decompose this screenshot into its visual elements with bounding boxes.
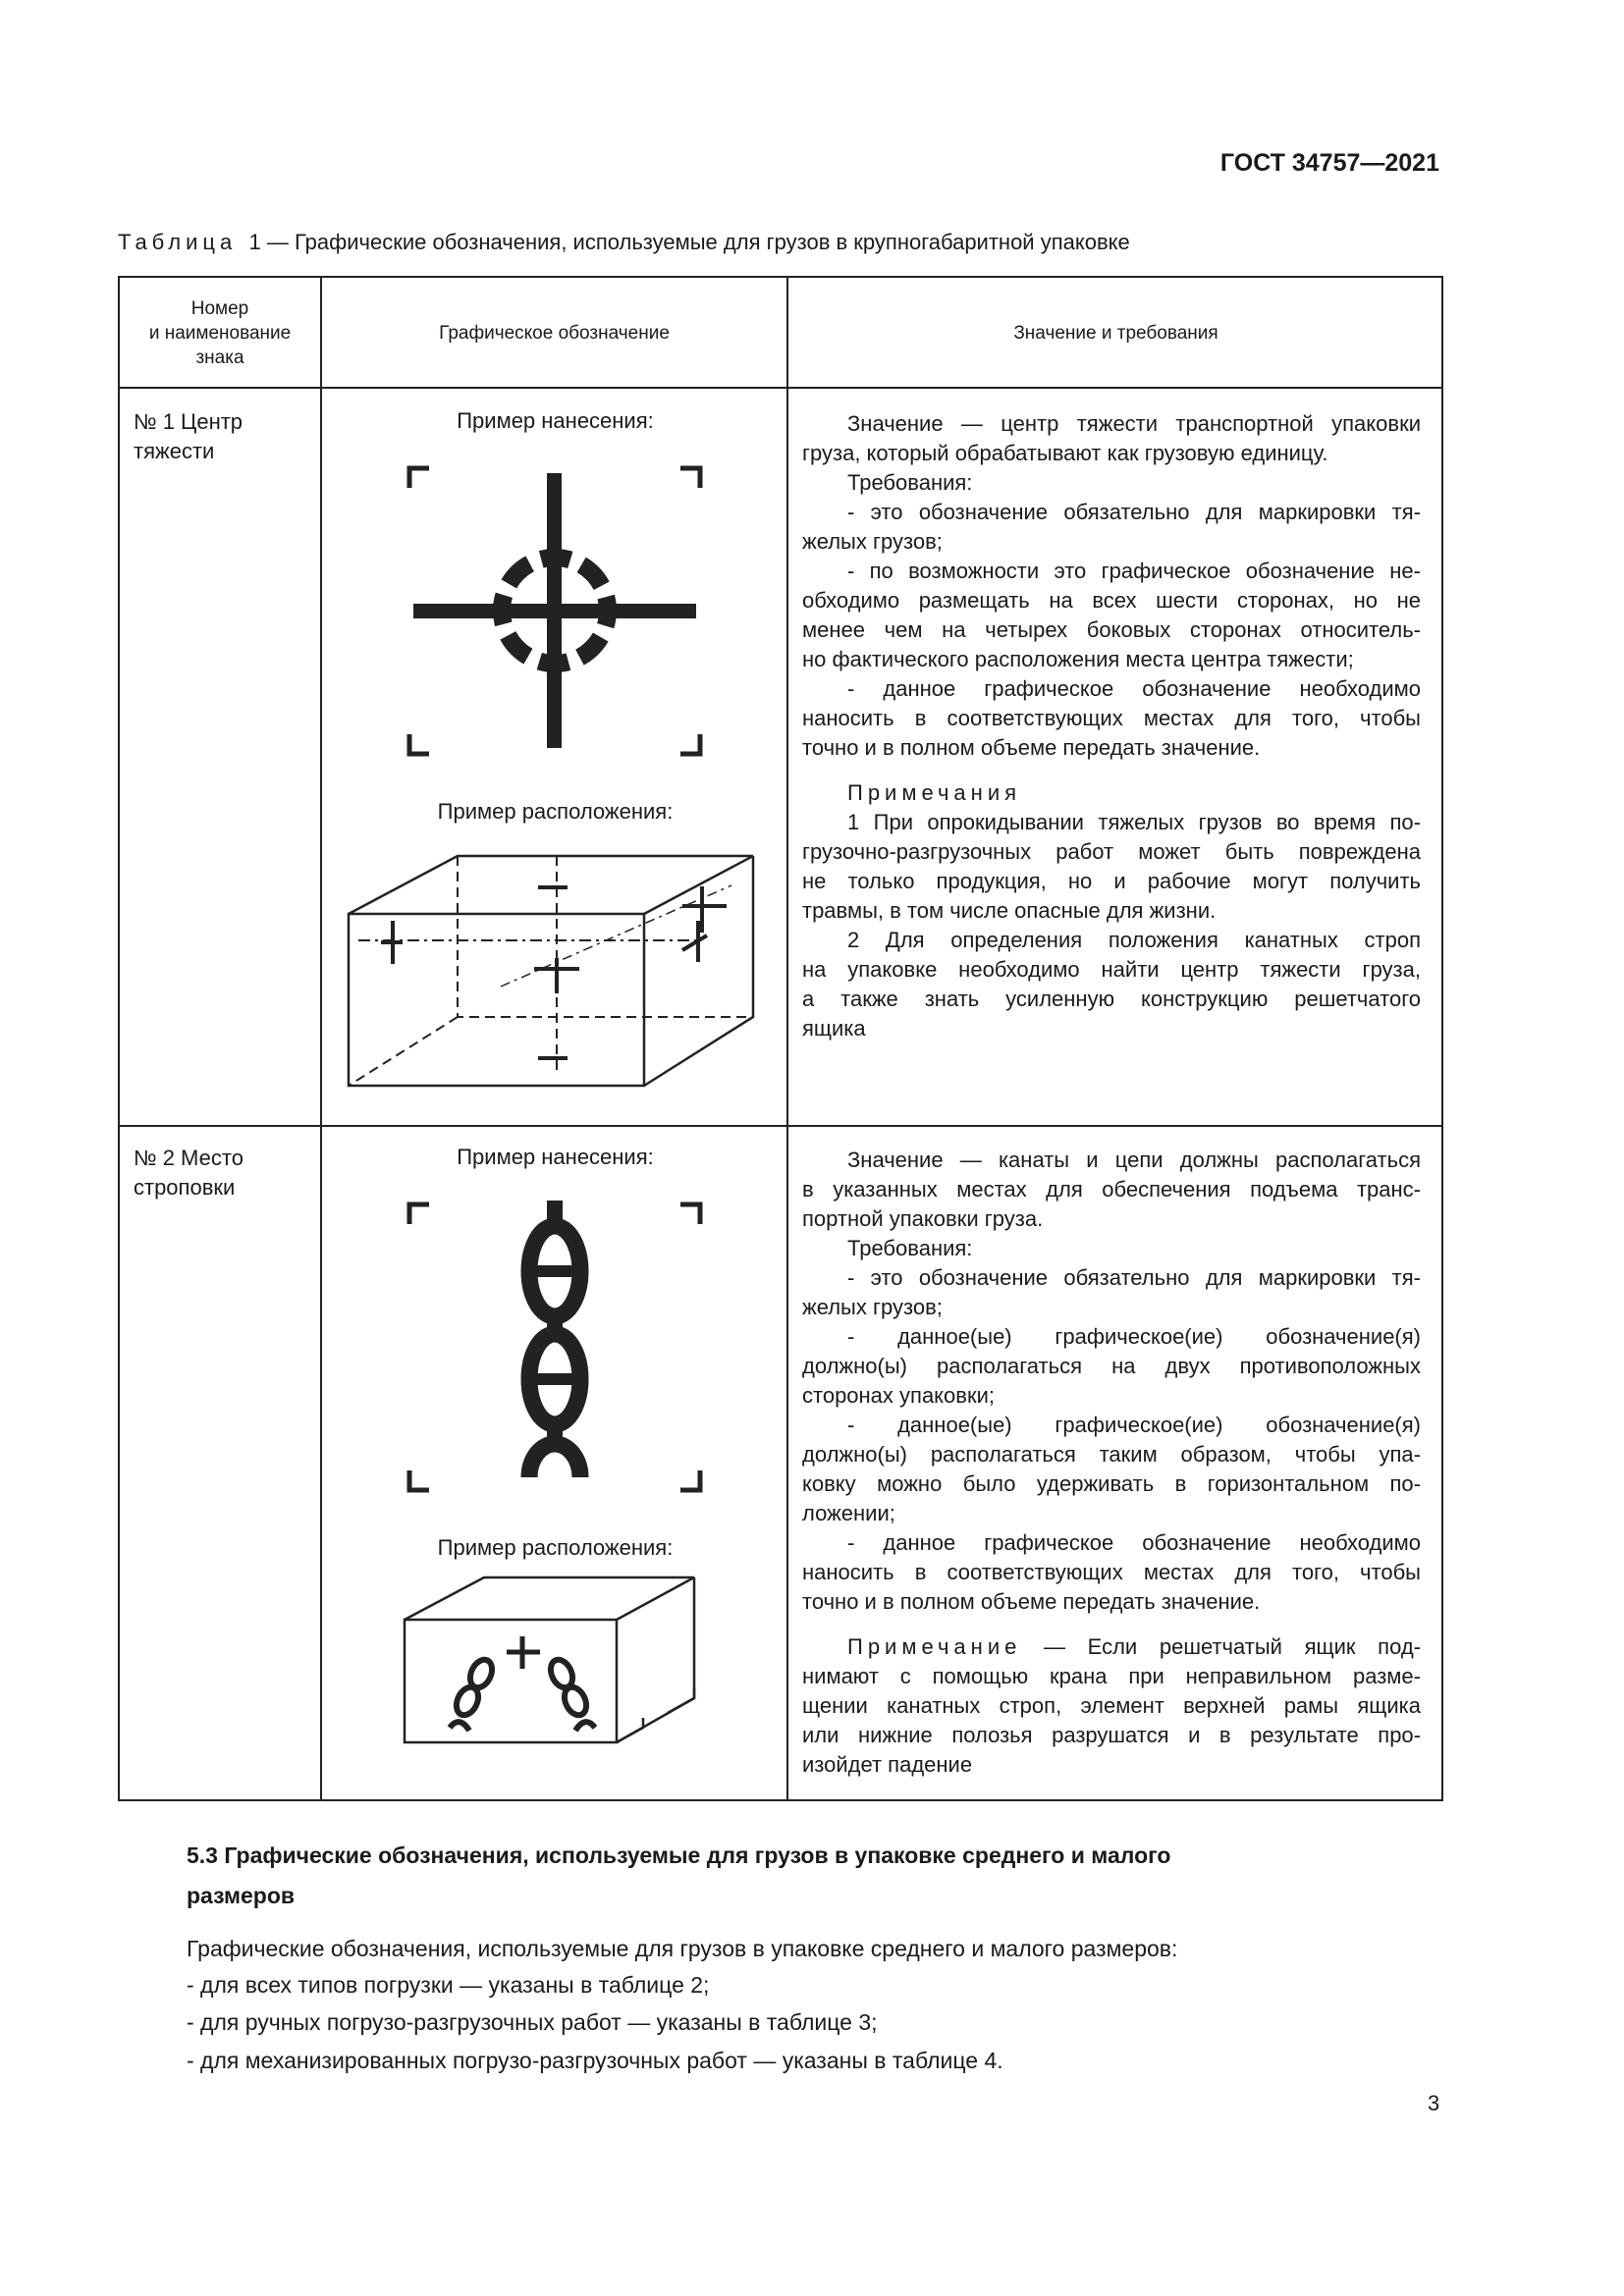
meaning-line: грузочно-разгрузочных работ может быть повреждена [802, 839, 1421, 864]
center-of-gravity-placement-box-icon [344, 844, 766, 1099]
section-list-item: - для механизированных погрузо-разгрузочных работ — указаны в таблице 4. [187, 2048, 1003, 2073]
row2-example-place-label: Пример расположения: [437, 1535, 674, 1560]
header-meaning: Значение и требования [1013, 323, 1218, 344]
meaning-paragraph [802, 778, 1421, 808]
row2-sign-name [134, 1144, 244, 1202]
meaning-line: - это обозначение обязательно для маркировки тя- [847, 500, 1421, 524]
meaning-line: Примечания [847, 780, 1022, 805]
meaning-line: Примечание — Если решетчатый ящик под- [847, 1634, 1421, 1659]
sling-here-chain-symbol-icon [398, 1193, 712, 1502]
meaning-paragraph [802, 498, 1421, 557]
meaning-line: - это обозначение обязательно для маркировки тя- [847, 1265, 1421, 1290]
header-graphic: Графическое обозначение [439, 323, 670, 344]
meaning-line: щении канатных строп, элемент верхней рамы ящика [802, 1693, 1421, 1718]
meaning-paragraph [802, 674, 1421, 763]
meaning-line: ложении; [802, 1501, 895, 1525]
meaning-paragraph [802, 1322, 1421, 1411]
document-code: ГОСТ 34757—2021 [1219, 149, 1439, 177]
meaning-line: не только продукция, но и рабочие могут получить [802, 869, 1421, 893]
meaning-paragraph [802, 1411, 1421, 1528]
meaning-line: ящика [802, 1016, 866, 1041]
header-number-name: Номер и наименование знака [148, 298, 292, 368]
section-list-item: - для всех типов погрузки — указаны в таблице 2; [187, 1972, 710, 1998]
page-number: 3 [1428, 2091, 1440, 2115]
meaning-line: 1 При опрокидывании тяжелых грузов во время по- [847, 810, 1421, 834]
meaning-paragraph [802, 468, 1421, 498]
table-caption [118, 230, 1130, 255]
meaning-line: ковку можно было удерживать в горизонтальном по- [802, 1471, 1421, 1496]
meaning-line: - данное(ые) графическое(ие) обозначение(я) [847, 1413, 1421, 1437]
meaning-line: в указанных местах для обеспечения подъема транс- [802, 1177, 1421, 1201]
row1-sign-name [134, 407, 243, 466]
meaning-line: сторонах упаковки; [802, 1383, 996, 1408]
meaning-line: - по возможности это графическое обозначение не- [847, 559, 1421, 583]
meaning-line: - данное(ые) графическое(ие) обозначение(я) [847, 1324, 1421, 1349]
meaning-line: 2 Для определения положения канатных строп [847, 928, 1421, 952]
table-caption-text: 1 — Графические обозначения, используемые для грузов в крупногабаритной упаковке [248, 230, 1130, 254]
meaning-line: нимают с помощью крана при неправильном разме- [802, 1664, 1421, 1688]
meaning-line: точно и в полном объеме передать значение. [802, 735, 1261, 760]
meaning-line: но фактического расположения места центра тяжести; [802, 647, 1354, 671]
row1-example-apply-label: Пример нанесения: [457, 408, 654, 433]
meaning-paragraph [802, 1146, 1421, 1234]
section-list-item: - для ручных погрузо-разгрузочных работ — указаны в таблице 3; [187, 2009, 878, 2035]
meaning-line: желых грузов; [802, 1295, 943, 1319]
section-intro: Графические обозначения, используемые для грузов в упаковке среднего и малого размеров: [187, 1936, 1178, 1961]
symbols-table [118, 276, 1443, 1801]
meaning-line: травмы, в том числе опасные для жизни. [802, 898, 1217, 923]
meaning-line: Значение — канаты и цепи должны располагаться [847, 1148, 1421, 1172]
meaning-paragraph [802, 557, 1421, 674]
row2-example-apply-label: Пример нанесения: [457, 1145, 654, 1169]
meaning-paragraph [802, 1632, 1421, 1780]
meaning-paragraph [802, 1263, 1421, 1322]
column-divider [786, 278, 788, 1799]
meaning-line: на упаковке необходимо найти центр тяжести груза, [802, 957, 1421, 982]
section-title-line2: размеров [187, 1883, 296, 1908]
meaning-line: обходимо размещать на всех шести сторонах, но не [802, 588, 1421, 613]
table-caption-label: Таблица [118, 230, 238, 254]
sign-name-line: № 1 Центр [134, 409, 244, 434]
meaning-paragraph [802, 1528, 1421, 1617]
meaning-line: - данное графическое обозначение необходимо [847, 676, 1421, 701]
sign-name-line: № 2 Место [134, 1146, 244, 1170]
meaning-line: изойдет падение [802, 1752, 973, 1777]
sign-name-line: тяжести [134, 439, 215, 463]
meaning-line: а также знать усиленную конструкцию решетчатого [802, 987, 1421, 1011]
meaning-line: Значение — центр тяжести транспортной упаковки [847, 411, 1421, 436]
meaning-line: наносить в соответствующих местах для того, чтобы [802, 706, 1421, 730]
center-of-gravity-symbol-icon [398, 456, 712, 766]
meaning-line: точно и в полном объеме передать значение. [802, 1589, 1261, 1614]
meaning-line: желых грузов; [802, 529, 943, 554]
meaning-line: - данное графическое обозначение необходимо [847, 1530, 1421, 1555]
row-divider [120, 1125, 1441, 1127]
column-divider [320, 278, 322, 1799]
meaning-line: Требования: [847, 1236, 973, 1260]
meaning-line: Требования: [847, 470, 973, 495]
meaning-paragraph [802, 808, 1421, 926]
meaning-line: менее чем на четырех боковых сторонах относитель- [802, 617, 1421, 642]
meaning-line: наносить в соответствующих местах для того, чтобы [802, 1560, 1421, 1584]
sign-name-line: строповки [134, 1175, 236, 1200]
meaning-line: или нижние полозья разрушатся и в результате про- [802, 1723, 1421, 1747]
meaning-paragraph [802, 926, 1421, 1043]
meaning-line: груза, который обрабатывают как грузовую единицу. [802, 441, 1328, 465]
meaning-line: должно(ы) располагаться таким образом, чтобы упа- [802, 1442, 1421, 1467]
sling-placement-box-icon [393, 1566, 707, 1772]
meaning-paragraph [802, 409, 1421, 468]
row2-meaning-text [802, 1146, 1421, 1780]
row1-meaning-text [802, 409, 1421, 1043]
meaning-paragraph [802, 1234, 1421, 1263]
meaning-line: портной упаковки груза. [802, 1206, 1044, 1231]
row1-example-place-label: Пример расположения: [437, 799, 674, 824]
meaning-line: должно(ы) располагаться на двух противоположных [802, 1354, 1421, 1378]
section-title-line1: 5.3 Графические обозначения, используемые для грузов в упаковке среднего и малого [187, 1842, 1171, 1868]
